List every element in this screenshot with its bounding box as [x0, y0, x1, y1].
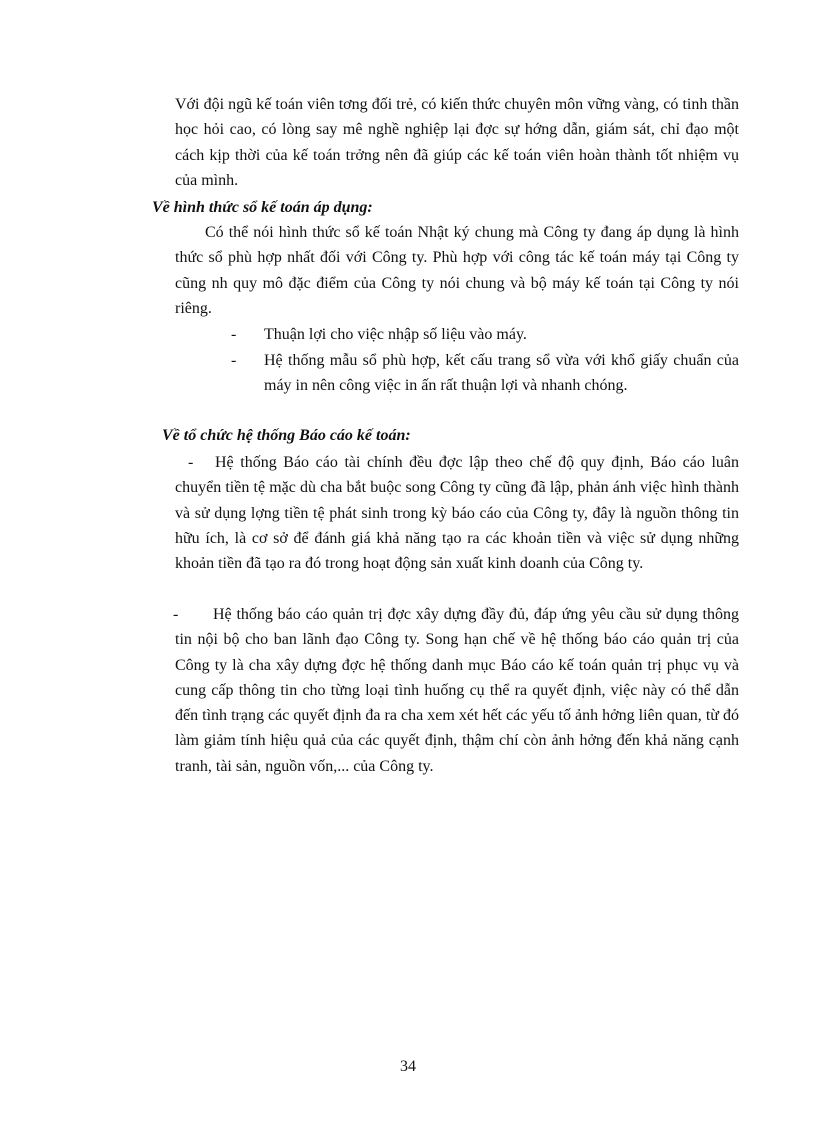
bullet-dash: - — [231, 326, 237, 343]
section-heading-reporting-system: Về tổ chức hệ thống Báo cáo kế toán: — [162, 427, 411, 444]
paragraph-ledger-form: Có thể nói hình thức sổ kế toán Nhật ký chung mà Công ty đang áp dụng là hình thức sổ phù hợp nhất đối với Công ty. Phù hợp với công tác kế toán máy tại Công ty cũng nh quy mô đặc điểm của Công ty nói chung và bộ máy kế toán tại Công ty nói riêng. — [175, 224, 739, 317]
bullet-dash: - — [231, 352, 237, 369]
paragraph-accounting-staff: Với đội ngũ kế toán viên tơng đối trẻ, có kiến thức chuyên môn vững vàng, có tinh thần học hỏi cao, có lòng say mê nghề nghiệp lại đợc sự hớng dẫn, giám sát, chỉ đạo một cách kịp thời của kế toán trởng nên đã giúp các kế toán viên hoàn thành tốt nhiệm vụ của mình. — [175, 96, 739, 189]
bullet-dash: - — [188, 454, 194, 471]
section-heading-ledger-form: Về hình thức sổ kế toán áp dụng: — [152, 199, 373, 216]
paragraph-financial-reports: Hệ thống Báo cáo tài chính đều đợc lập theo chế độ quy định, Báo cáo luân chuyển tiền tệ mặc dù cha bắt buộc song Công ty cũng đã lập, phản ánh việc hình thành và sử dụng lợng tiền tệ phát sinh trong kỳ báo cáo của Công ty, đây là nguồn thông tin hữu ích, là cơ sở để đánh giá khả năng tạo ra các khoản tiền và việc sử dụng những khoản tiền đã tạo ra đó trong hoạt động sản xuất kinh doanh của Công ty. — [175, 454, 739, 573]
bullet-dash: - — [173, 606, 179, 623]
bullet-data-entry: Thuận lợi cho việc nhập số liệu vào máy. — [264, 326, 527, 343]
paragraph-management-reports: Hệ thống báo cáo quản trị đợc xây dựng đầy đủ, đáp ứng yêu cầu sử dụng thông tin nội bộ cho ban lãnh đạo Công ty. Song hạn chế về hệ thống báo cáo quản trị của Công ty là cha xây dựng đợc hệ thống danh mục Báo cáo kế toán quản trị phục vụ và cung cấp thông tin cho từng loại tình huống cụ thể ra quyết định, việc này có thể dẫn đến tình trạng các quyết định đa ra cha xem xét hết các yếu tố ảnh hởng liên quan, từ đó làm giảm tính hiệu quả của các quyết định, thậm chí còn ảnh hởng đến khả năng cạnh tranh, tài sản, nguồn vốn,... của Công ty. — [175, 606, 739, 775]
page-number: 34 — [400, 1058, 416, 1075]
bullet-ledger-templates: Hệ thống mẫu sổ phù hợp, kết cấu trang sổ vừa với khổ giấy chuẩn của máy in nên công việc in ấn rất thuận lợi và nhanh chóng. — [264, 352, 739, 395]
